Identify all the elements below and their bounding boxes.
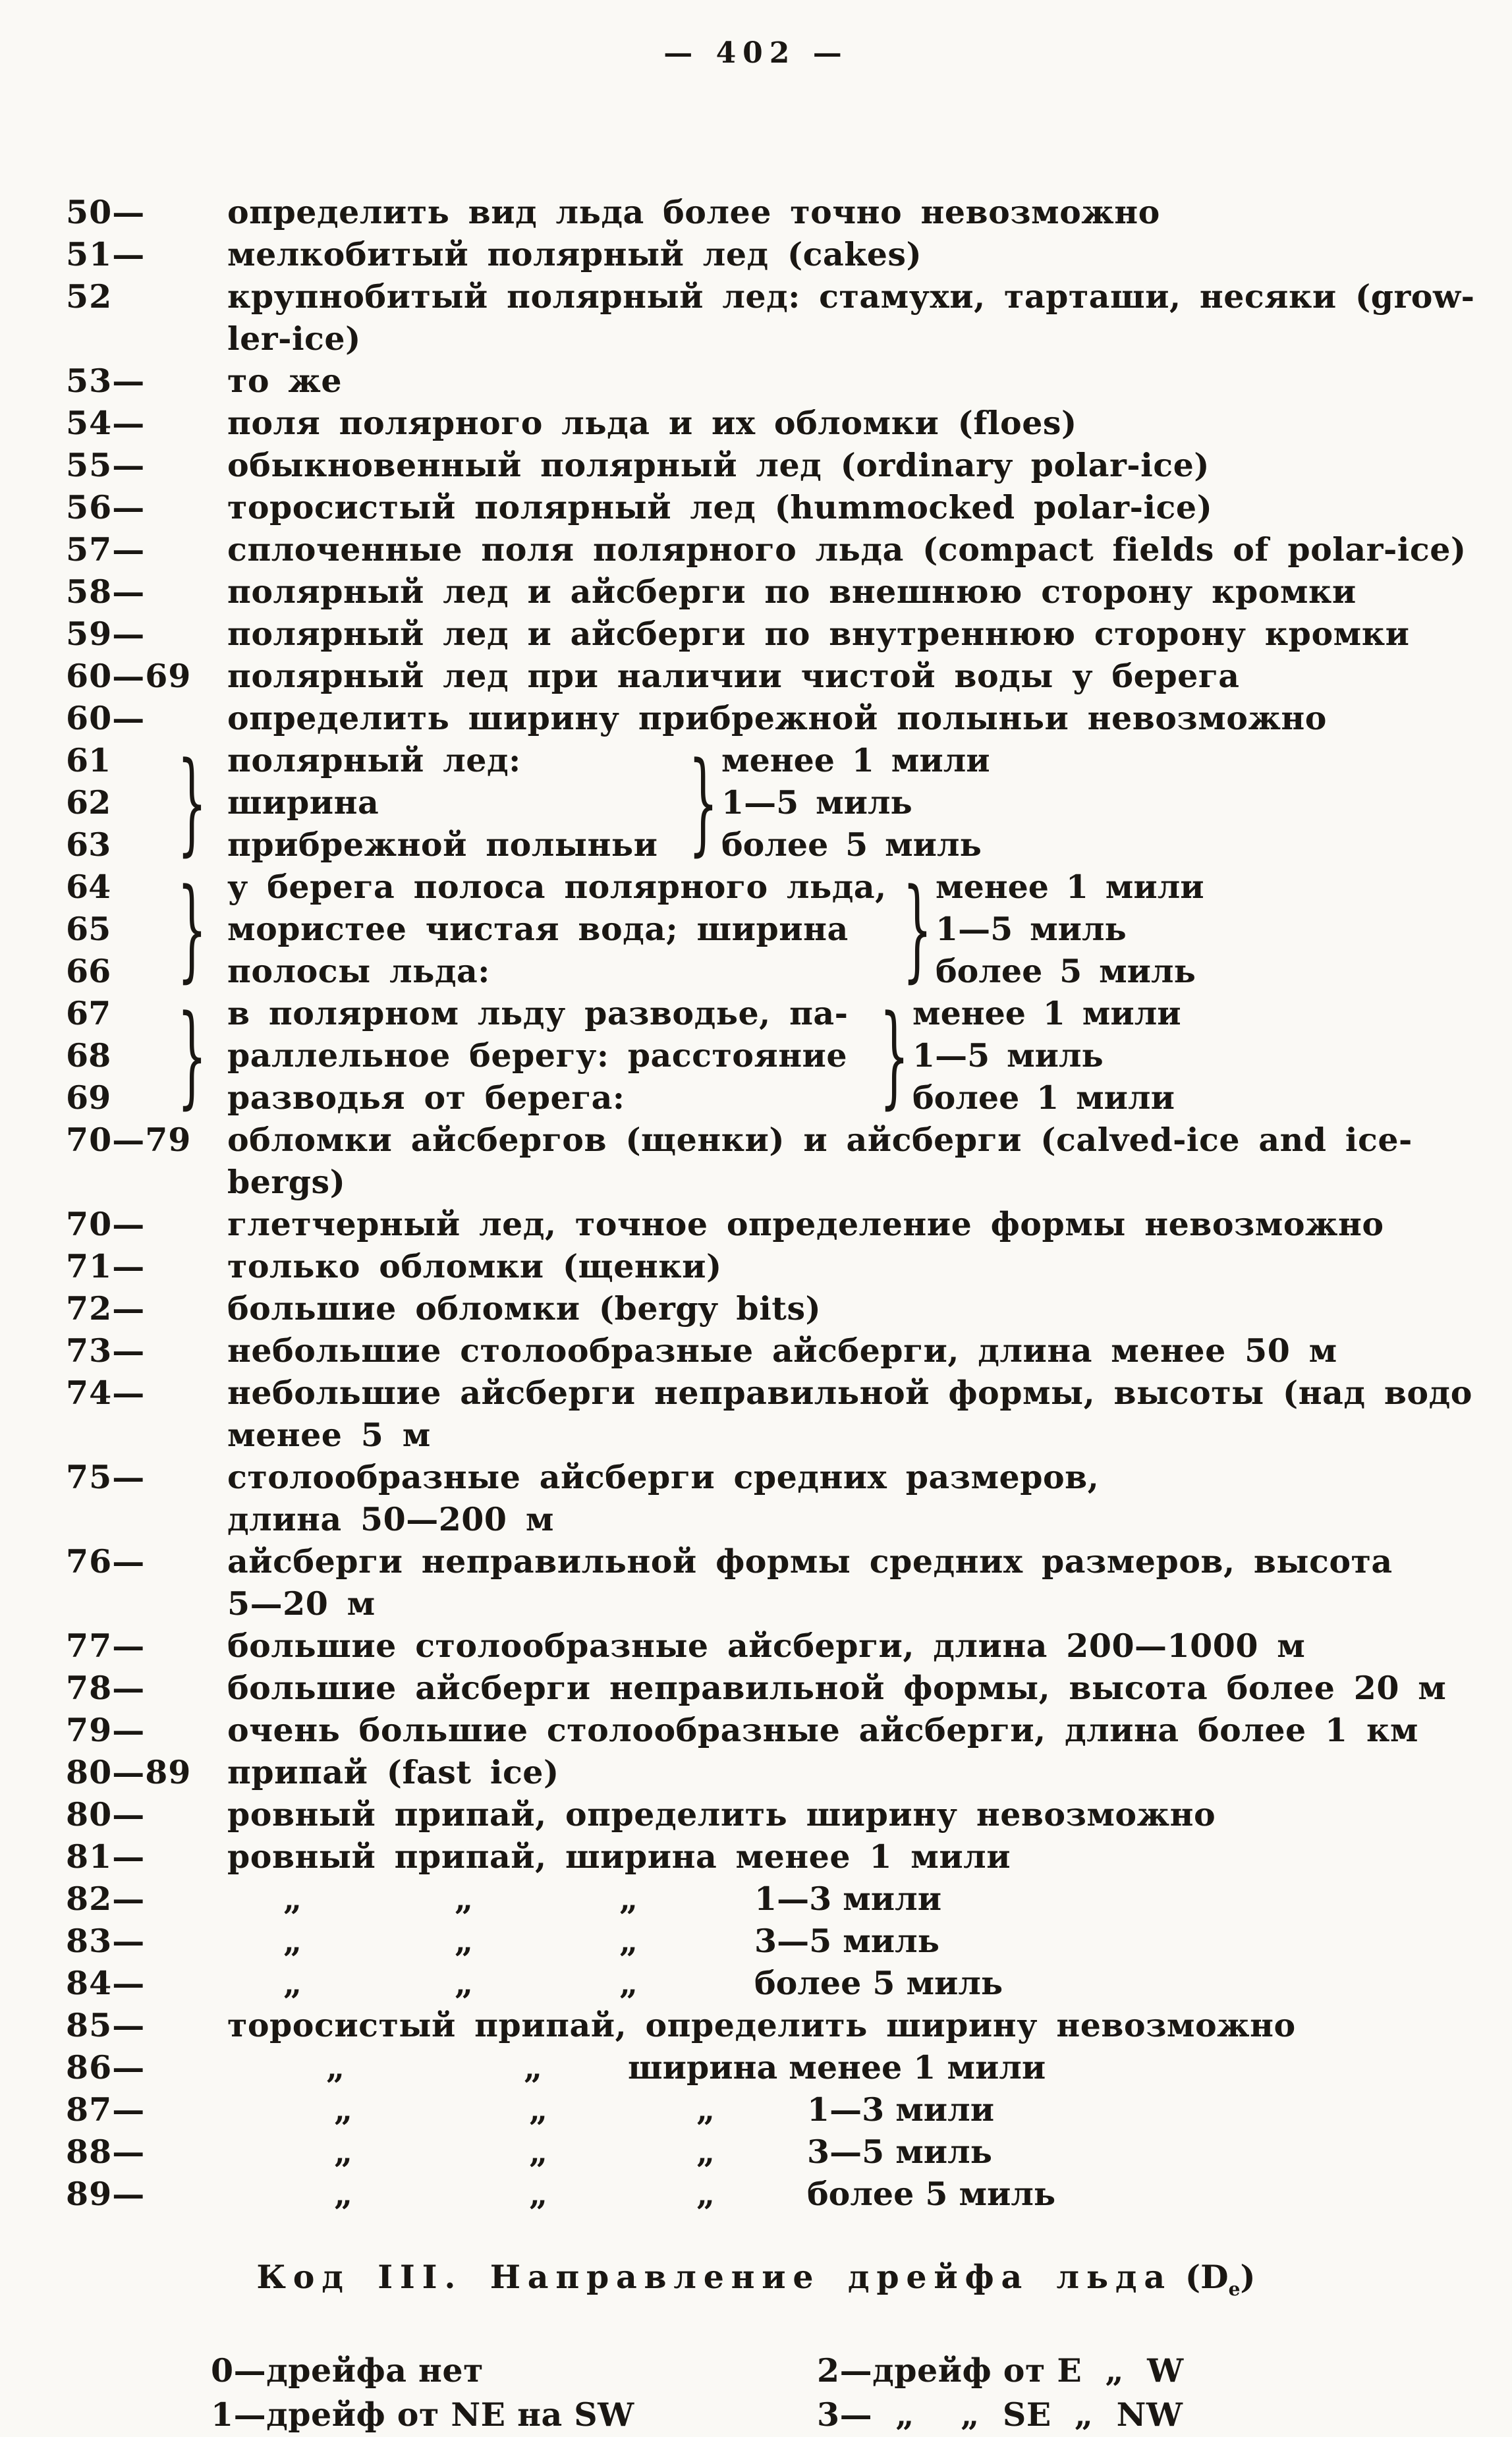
entry-code: 64	[66, 868, 111, 906]
group-left-brace	[145, 992, 227, 1119]
ditto-mark: „	[529, 2090, 548, 2129]
entry-80	[66, 1793, 1476, 1835]
entry-code: 89—	[66, 2175, 146, 2213]
entry-line: полосы льда:	[227, 952, 490, 990]
brace-glyph: }	[177, 864, 207, 994]
entry-80-89	[66, 1751, 1476, 1793]
entry-code: 70—79	[66, 1121, 192, 1159]
entry-line: длина 50—200 м	[227, 1500, 554, 1538]
group-options	[912, 992, 1476, 1119]
entry-code: 80—89	[66, 1753, 192, 1791]
entry-79	[66, 1709, 1476, 1751]
group-right-brace	[876, 992, 912, 1119]
entry-line: bergs)	[227, 1163, 346, 1201]
entry-code: 80—	[66, 1795, 146, 1834]
entry-line: полярный лед и айсберги по внутреннюю сторону кромки	[227, 615, 1410, 653]
entry-value: более 5 миль	[754, 1964, 1003, 2002]
entry-code: 68	[66, 1036, 111, 1075]
group-left-brace	[145, 866, 227, 992]
entry-code: 84—	[66, 1964, 146, 2002]
entry-code: 59—	[66, 615, 146, 653]
drift-code-list	[211, 2349, 1512, 2437]
entry-line: айсберги неправильной формы средних размеров, высота	[227, 1542, 1393, 1581]
entry-code: 66	[66, 952, 111, 990]
entry-57	[66, 528, 1476, 571]
entry-line: менее 5 м	[227, 1416, 431, 1454]
option-line: менее 1 мили	[721, 741, 990, 779]
entry-code: 73—	[66, 1331, 146, 1370]
entry-line: крупнобитый полярный лед: стамухи, тарташи, несяки (grow-	[227, 277, 1475, 316]
ditto-mark: „	[326, 2048, 345, 2087]
entry-code: 74—	[66, 1374, 146, 1412]
group-text	[227, 992, 876, 1119]
entry-value: 1—3 мили	[754, 1880, 942, 1918]
entry-line: торосистый полярный лед (hummocked polar-ice)	[227, 488, 1213, 526]
entry-text	[227, 191, 1476, 233]
entry-76	[66, 1540, 1476, 1625]
ditto-mark: „	[524, 2048, 543, 2087]
entry-text	[227, 1372, 1476, 1456]
entry-line: у берега полоса полярного льда,	[227, 868, 887, 906]
entry-88	[66, 2131, 1476, 2173]
entry-text	[227, 1625, 1476, 1667]
heading-text: Код III. Направление дрейфа льда	[256, 2258, 1172, 2296]
entry-78	[66, 1667, 1476, 1709]
entry-code: 75—	[66, 1458, 146, 1496]
entry-text	[227, 233, 1476, 275]
entry-code: 88—	[66, 2133, 146, 2171]
entry-text	[227, 1203, 1476, 1245]
entry-text	[227, 528, 1476, 571]
entry-text	[227, 655, 1476, 697]
entry-55	[66, 444, 1476, 486]
brace-glyph: }	[903, 864, 932, 994]
symbol-close: )	[1240, 2258, 1256, 2296]
entry-line: полярный лед и айсберги по внешнюю сторону кромки	[227, 573, 1357, 611]
entry-text	[227, 360, 1476, 402]
ditto-mark: „	[619, 1964, 638, 2002]
entry-71	[66, 1245, 1476, 1287]
ditto-body	[227, 1920, 1476, 1962]
entry-text	[227, 1709, 1476, 1751]
option-line: менее 1 мили	[936, 868, 1204, 906]
ditto-mark: „	[283, 1922, 302, 1960]
entry-code: 62	[66, 783, 111, 822]
entry-line: сплоченные поля полярного льда (compact fields of polar-ice)	[227, 530, 1467, 569]
page-number: — 402 —	[663, 36, 849, 70]
entry-code: 79—	[66, 1711, 146, 1749]
brace-glyph: }	[688, 738, 718, 867]
ditto-mark: „	[334, 2175, 353, 2213]
entry-code: 57—	[66, 530, 146, 569]
ditto-mark: „	[529, 2175, 548, 2213]
drift-row	[211, 2393, 1512, 2437]
option-line: более 1 мили	[912, 1078, 1175, 1117]
entry-line: прибрежной полыньи	[227, 826, 658, 864]
entry-code: 77—	[66, 1627, 146, 1665]
ditto-body	[227, 2046, 1476, 2088]
ditto-mark: „	[455, 1922, 474, 1960]
group-67-69	[66, 992, 1476, 1119]
drift-item-3: 3— „ „ SE „ NW	[817, 2395, 1183, 2434]
entry-60-69	[66, 655, 1476, 697]
entry-code: 65	[66, 910, 111, 948]
entry-text	[227, 1330, 1476, 1372]
entry-line: поля полярного льда и их обломки (floes)	[227, 404, 1077, 442]
entry-87	[66, 2088, 1476, 2131]
group-codes	[66, 739, 145, 866]
ditto-mark: „	[696, 2090, 715, 2129]
entry-code: 60—69	[66, 657, 192, 695]
entry-code: 85—	[66, 2006, 146, 2044]
entry-70	[66, 1203, 1476, 1245]
entry-56	[66, 486, 1476, 528]
ditto-mark: „	[696, 2133, 715, 2171]
entry-line: раллельное берегу: расстояние	[227, 1036, 848, 1075]
entry-text	[227, 1456, 1476, 1540]
entry-52	[66, 275, 1476, 360]
entry-81	[66, 1835, 1476, 1878]
entry-line: большие обломки (bergy bits)	[227, 1289, 822, 1328]
entry-code: 61	[66, 741, 111, 779]
entry-59	[66, 613, 1476, 655]
entry-line: то же	[227, 362, 343, 400]
entry-code: 78—	[66, 1669, 146, 1707]
entry-code: 72—	[66, 1289, 146, 1328]
group-codes	[66, 992, 145, 1119]
entry-58	[66, 571, 1476, 613]
entry-line: глетчерный лед, точное определение формы невозможно	[227, 1205, 1384, 1243]
group-text	[227, 739, 685, 866]
group-61-63	[66, 739, 1476, 866]
group-right-brace	[899, 866, 936, 992]
entry-text	[227, 275, 1476, 360]
ditto-body	[227, 1878, 1476, 1920]
entry-line: определить ширину прибрежной полыньи невозможно	[227, 699, 1327, 737]
entry-code: 60—	[66, 699, 146, 737]
entry-text	[227, 697, 1476, 739]
entry-text	[227, 1667, 1476, 1709]
option-line: более 5 миль	[936, 952, 1196, 990]
entry-code: 63	[66, 826, 111, 864]
entry-line: торосистый припай, определить ширину невозможно	[227, 2006, 1296, 2044]
entry-code: 81—	[66, 1837, 146, 1876]
entry-text	[227, 1835, 1476, 1878]
ditto-body	[227, 2173, 1476, 2215]
ditto-mark: „	[283, 1880, 302, 1918]
drift-row	[211, 2349, 1512, 2393]
section-heading	[0, 2256, 1512, 2311]
entry-text	[227, 444, 1476, 486]
ditto-mark: „	[334, 2090, 353, 2129]
heading-symbol	[1185, 2258, 1256, 2300]
entry-text	[227, 1287, 1476, 1330]
entry-code: 50—	[66, 193, 146, 231]
entry-text	[227, 2004, 1476, 2046]
entry-text	[227, 1751, 1476, 1793]
option-line: 1—5 миль	[912, 1036, 1104, 1075]
entry-51	[66, 233, 1476, 275]
option-line: 1—5 миль	[936, 910, 1127, 948]
entry-code: 55—	[66, 446, 146, 484]
entry-code: 86—	[66, 2048, 146, 2087]
entry-value: 3—5 миль	[807, 2133, 992, 2171]
entry-line: определить вид льда более точно невозможно	[227, 193, 1160, 231]
entry-code: 71—	[66, 1247, 146, 1285]
entry-code: 67	[66, 994, 111, 1032]
entry-line: разводья от берега:	[227, 1078, 625, 1117]
entry-code: 82—	[66, 1880, 146, 1918]
ditto-body	[227, 1962, 1476, 2004]
drift-item-1: 1—дрейф от NE на SW	[211, 2395, 634, 2434]
entry-89	[66, 2173, 1476, 2215]
entry-text	[227, 1245, 1476, 1287]
entry-73	[66, 1330, 1476, 1372]
ditto-body	[227, 2131, 1476, 2173]
entry-value: ширина менее 1 мили	[628, 2048, 1046, 2087]
ditto-mark: „	[455, 1880, 474, 1918]
ditto-mark: „	[455, 1964, 474, 2002]
group-codes	[66, 866, 145, 992]
drift-item-2: 2—дрейф от E „ W	[817, 2351, 1184, 2390]
entry-value: более 5 миль	[807, 2175, 1056, 2213]
entry-text	[227, 1793, 1476, 1835]
entry-85	[66, 2004, 1476, 2046]
entry-value: 3—5 миль	[754, 1922, 939, 1960]
entry-line: в полярном льду разводье, па-	[227, 994, 849, 1032]
entry-60	[66, 697, 1476, 739]
entry-line: припай (fast ice)	[227, 1753, 559, 1791]
entry-75	[66, 1456, 1476, 1540]
entry-text	[227, 486, 1476, 528]
entry-line: очень большие столообразные айсберги, длина более 1 км	[227, 1711, 1418, 1749]
entry-text	[227, 402, 1476, 444]
entry-line: обломки айсбергов (щенки) и айсберги (calved-ice and ice-	[227, 1121, 1413, 1159]
group-options	[936, 866, 1476, 992]
option-line: более 5 миль	[721, 826, 982, 864]
ice-code-list	[66, 191, 1476, 2215]
entry-72	[66, 1287, 1476, 1330]
entry-code: 70—	[66, 1205, 146, 1243]
entry-code: 83—	[66, 1922, 146, 1960]
entry-line: ровный припай, ширина менее 1 мили	[227, 1837, 1011, 1876]
group-text	[227, 866, 899, 992]
entry-line: 5—20 м	[227, 1584, 376, 1623]
ditto-body	[227, 2088, 1476, 2131]
ditto-mark: „	[334, 2133, 353, 2171]
ditto-mark: „	[283, 1964, 302, 2002]
entry-50	[66, 191, 1476, 233]
entry-line: ler-ice)	[227, 320, 361, 358]
entry-line: столообразные айсберги средних размеров,	[227, 1458, 1100, 1496]
entry-line: полярный лед при наличии чистой воды у берега	[227, 657, 1240, 695]
group-right-brace	[685, 739, 721, 866]
ditto-mark: „	[619, 1922, 638, 1960]
entry-line: большие столообразные айсберги, длина 200—1000 м	[227, 1627, 1306, 1665]
entry-line: ровный припай, определить ширину невозможно	[227, 1795, 1216, 1834]
entry-54	[66, 402, 1476, 444]
entry-line: только обломки (щенки)	[227, 1247, 722, 1285]
option-line: менее 1 мили	[912, 994, 1181, 1032]
entry-value: 1—3 мили	[807, 2090, 995, 2129]
group-64-66	[66, 866, 1476, 992]
entry-text	[227, 571, 1476, 613]
entry-82	[66, 1878, 1476, 1920]
entry-text	[227, 1119, 1476, 1203]
entry-text	[227, 1540, 1476, 1625]
entry-83	[66, 1920, 1476, 1962]
entry-84	[66, 1962, 1476, 2004]
option-line: 1—5 миль	[721, 783, 912, 822]
symbol-open: (D	[1185, 2258, 1229, 2296]
entry-53	[66, 360, 1476, 402]
entry-line: большие айсберги неправильной формы, высота более 20 м	[227, 1669, 1447, 1707]
brace-glyph: }	[880, 991, 909, 1120]
entry-code: 58—	[66, 573, 146, 611]
ditto-mark: „	[696, 2175, 715, 2213]
entry-code: 56—	[66, 488, 146, 526]
brace-glyph: }	[177, 991, 207, 1120]
entry-code: 87—	[66, 2090, 146, 2129]
entry-text	[227, 613, 1476, 655]
drift-item-0: 0—дрейфа нет	[211, 2351, 484, 2390]
entry-line: небольшие столообразные айсберги, длина менее 50 м	[227, 1331, 1337, 1370]
entry-code: 53—	[66, 362, 146, 400]
entry-77	[66, 1625, 1476, 1667]
entry-code: 76—	[66, 1542, 146, 1581]
entry-86	[66, 2046, 1476, 2088]
entry-code: 51—	[66, 235, 146, 273]
entry-code: 54—	[66, 404, 146, 442]
entry-70-79	[66, 1119, 1476, 1203]
ditto-mark: „	[619, 1880, 638, 1918]
group-options	[721, 739, 1476, 866]
entry-line: мористее чистая вода; ширина	[227, 910, 849, 948]
entry-line: небольшие айсберги неправильной формы, высоты (над водо	[227, 1374, 1472, 1412]
entry-line: полярный лед: ширина	[227, 741, 521, 822]
ditto-mark: „	[529, 2133, 548, 2171]
group-left-brace	[145, 739, 227, 866]
symbol-subscript: e	[1228, 2278, 1241, 2300]
entry-code: 52	[66, 277, 113, 316]
entry-74	[66, 1372, 1476, 1456]
brace-glyph: }	[177, 738, 207, 867]
entry-code: 69	[66, 1078, 111, 1117]
entry-line: мелкобитый полярный лед (cakes)	[227, 235, 922, 273]
entry-line: обыкновенный полярный лед (ordinary polar-ice)	[227, 446, 1210, 484]
